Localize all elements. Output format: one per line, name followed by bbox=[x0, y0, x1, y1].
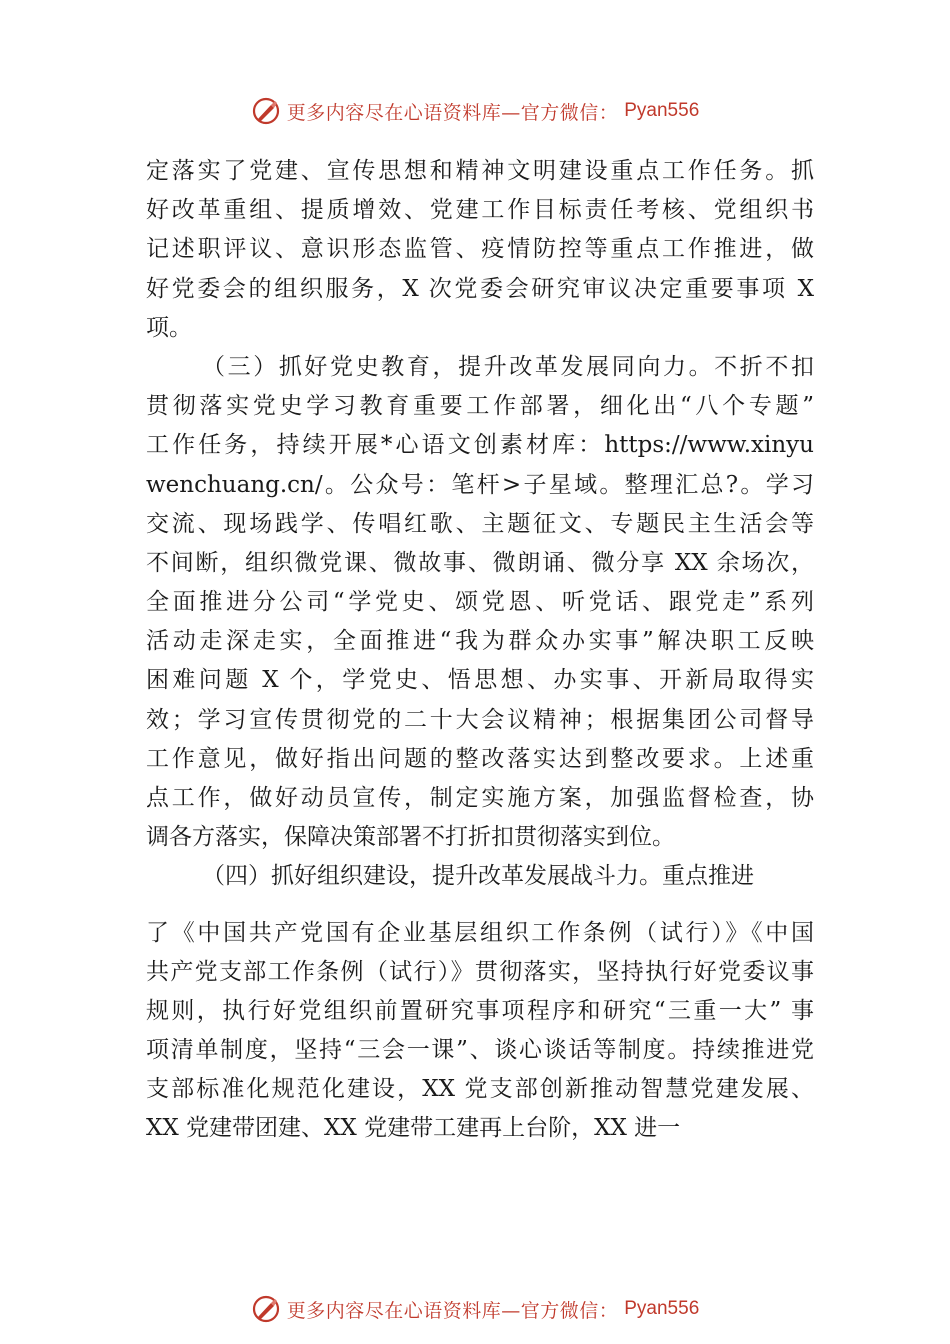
text-line: 全面推进分公司“学党史、颂党恩、听党话、跟党走”系列 bbox=[146, 589, 814, 616]
text-line: 支部标准化规范化建设，XX 党支部创新推动智慧党建发展、 bbox=[146, 1076, 814, 1102]
text-line: 困难问题 X 个，学党史、悟思想、办实事、开新局取得实 bbox=[146, 667, 814, 694]
pen-logo-icon bbox=[251, 96, 281, 126]
text-line: 交流、现场践学、传唱红歌、主题征文、专题民主生活会等 bbox=[146, 510, 814, 537]
footer-banner-handle: Pyan556 bbox=[624, 1298, 700, 1319]
footer-banner-text: 更多内容尽在心语资料库—官方微信： bbox=[286, 1299, 619, 1322]
text-line: 定落实了党建、宣传思想和精神文明建设重点工作任务。抓 bbox=[146, 158, 814, 184]
text-line: 工作意见，做好指出问题的整改落实达到整改要求。上述重 bbox=[146, 745, 814, 772]
text-line: wenchuang.cn/。公众号：笔杆>子星域。整理汇总?。学习 bbox=[146, 471, 814, 498]
text-line: 记述职评议、意识形态监管、疫情防控等重点工作推进，做 bbox=[146, 236, 814, 263]
text-line: 调各方落实，保障决策部署不打折扣贯彻落实到位。 bbox=[146, 824, 675, 851]
pen-logo-icon bbox=[251, 1294, 281, 1324]
section-heading-line: （三）抓好党史教育，提升改革发展同向力。不折不扣 bbox=[202, 353, 814, 380]
text-line: 不间断，组织微党课、微故事、微朗诵、微分享 XX 余场次， bbox=[146, 549, 814, 576]
header-banner-handle: Pyan556 bbox=[624, 100, 700, 121]
text-line: 工作任务，持续开展*心语文创素材库：https://www.xinyu bbox=[146, 432, 814, 459]
text-line: 点工作，做好动员宣传，制定实施方案，加强监督检查，协 bbox=[146, 785, 814, 811]
document-body-lower bbox=[146, 914, 814, 1148]
text-line: 活动走深走实，全面推进“我为群众办实事”解决职工反映 bbox=[146, 628, 814, 655]
text-line: 共产党支部工作条例（试行）》贯彻落实，坚持执行好党委议事 bbox=[146, 959, 814, 985]
text-line: 好党委会的组织服务，X 次党委会研究审议决定重要事项 X bbox=[146, 275, 814, 302]
header-banner-text: 更多内容尽在心语资料库—官方微信： bbox=[286, 101, 619, 124]
text-line: 规则，执行好党组织前置研究事项程序和研究“三重一大” 事 bbox=[146, 998, 814, 1024]
text-line: 效；学习宣传贯彻党的二十大会议精神；根据集团公司督导 bbox=[146, 706, 814, 733]
text-line: 项。 bbox=[146, 314, 192, 341]
text-line: 项清单制度，坚持“三会一课”、谈心谈话等制度。持续推进党 bbox=[146, 1037, 814, 1063]
text-line: 了《中国共产党国有企业基层组织工作条例（试行）》《中国 bbox=[146, 920, 814, 946]
document-body-upper bbox=[146, 152, 814, 897]
text-line: XX 党建带团建、XX 党建带工建再上台阶，XX 进一 bbox=[146, 1115, 681, 1141]
text-line: 贯彻落实党史学习教育重要工作部署，细化出“八个专题” bbox=[146, 393, 814, 420]
text-line: 好改革重组、提质增效、党建工作目标责任考核、党组织书 bbox=[146, 197, 814, 224]
header-banner bbox=[0, 96, 950, 126]
section-heading-line: （四）抓好组织建设，提升改革发展战斗力。重点推进 bbox=[202, 863, 754, 890]
footer-banner bbox=[0, 1294, 950, 1324]
